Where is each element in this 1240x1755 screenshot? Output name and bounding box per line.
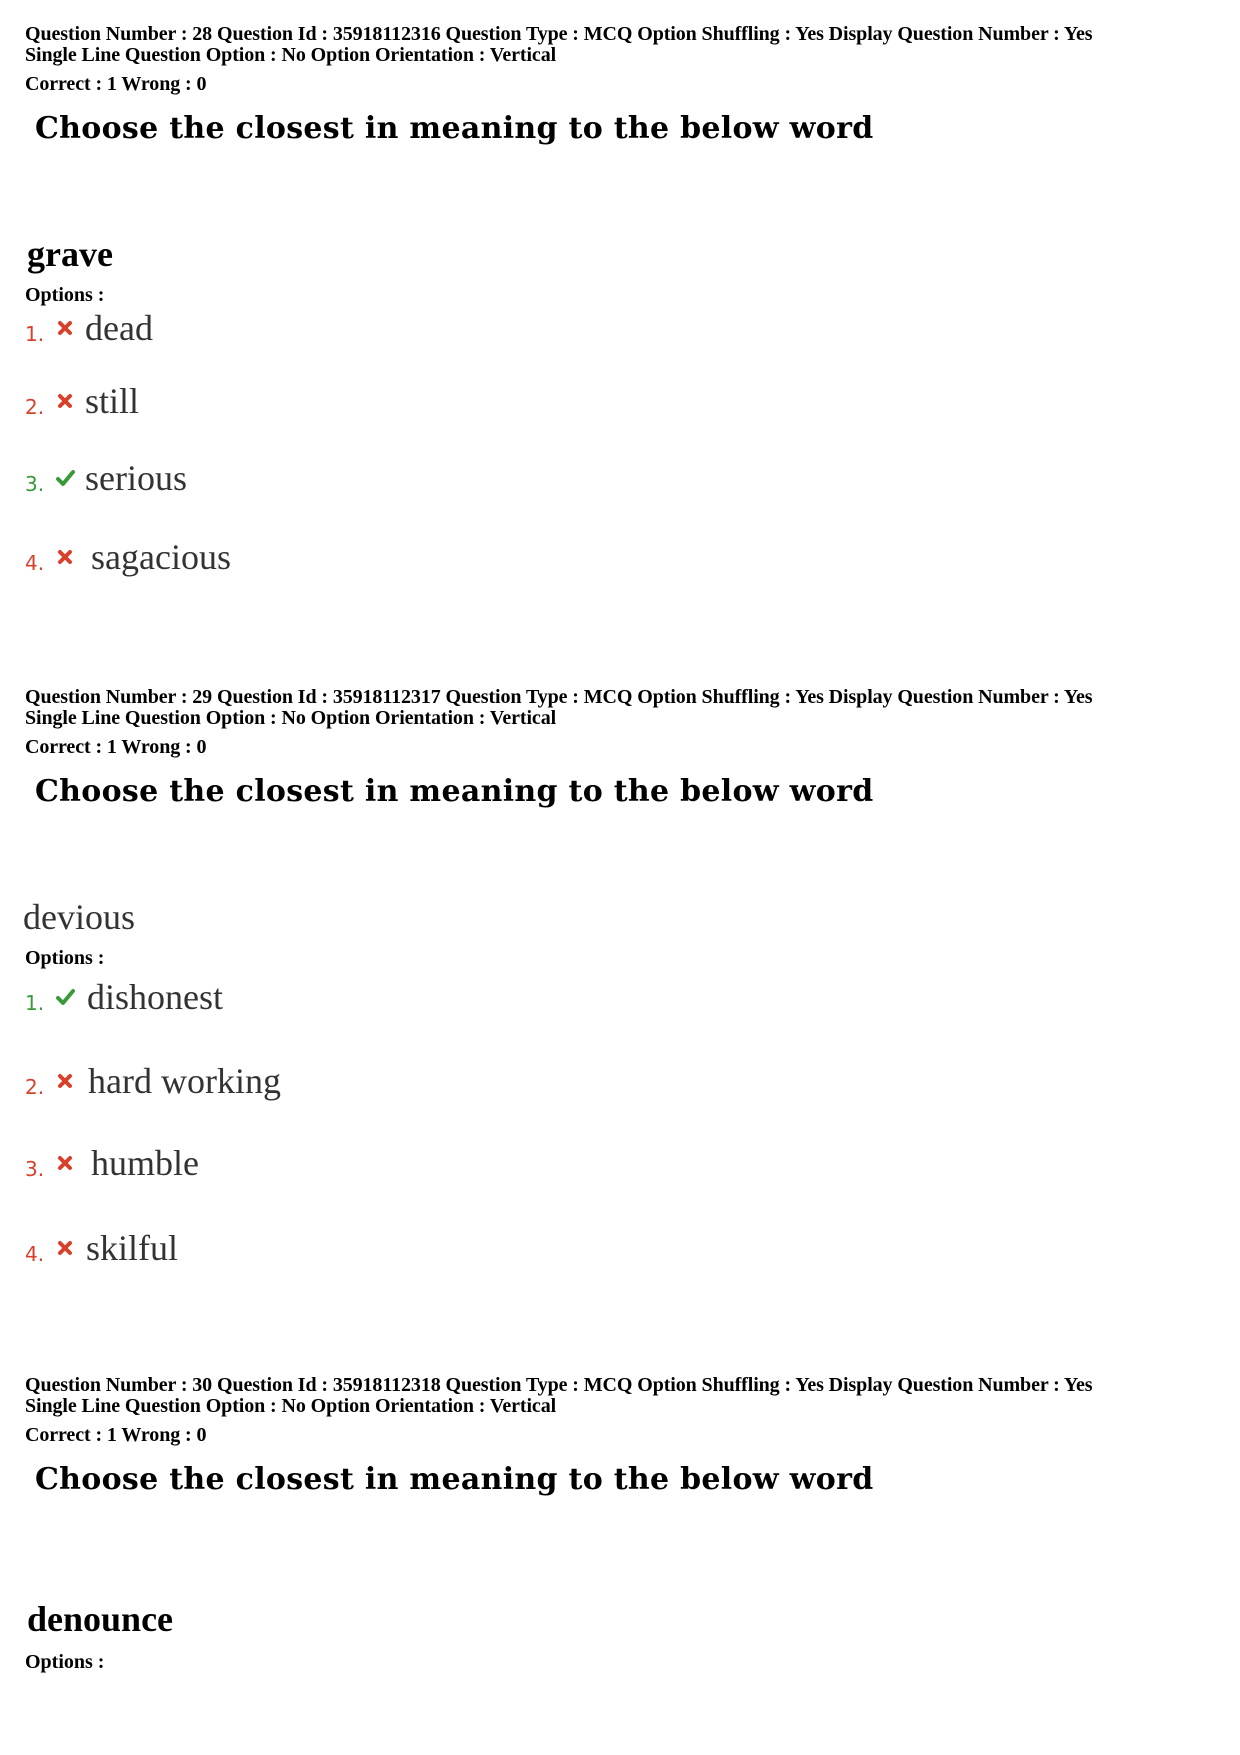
option-4 (25, 537, 625, 577)
option-text: dead (85, 308, 153, 348)
option-number: 3. (25, 472, 45, 496)
option-number: 1. (25, 322, 45, 346)
option-number: 3. (25, 1157, 45, 1181)
option-3 (25, 1143, 625, 1183)
option-2 (25, 381, 625, 421)
question-meta-line2: Single Line Question Option : No Option Orientation : Vertical (25, 1395, 557, 1417)
option-text: serious (85, 458, 187, 498)
option-text: sagacious (91, 537, 231, 577)
question-word: devious (23, 897, 135, 937)
option-text: hard working (88, 1061, 281, 1101)
cross-icon (55, 1238, 75, 1258)
option-text: dishonest (87, 977, 224, 1017)
cross-icon (55, 1071, 75, 1091)
check-icon (55, 987, 75, 1007)
question-prompt: Choose the closest in meaning to the below word (35, 111, 874, 146)
question-30 (25, 1374, 1215, 1673)
question-meta-line3: Correct : 1 Wrong : 0 (25, 1424, 207, 1446)
check-icon (55, 468, 75, 488)
option-number: 2. (25, 1075, 45, 1099)
question-meta-line3: Correct : 1 Wrong : 0 (25, 736, 207, 758)
question-meta-line2: Single Line Question Option : No Option Orientation : Vertical (25, 44, 557, 66)
question-word: grave (27, 234, 113, 274)
option-1 (25, 308, 625, 348)
option-number: 4. (25, 551, 45, 575)
options-label: Options : (25, 1651, 105, 1673)
question-prompt: Choose the closest in meaning to the below word (35, 1462, 874, 1497)
question-28 (25, 23, 1215, 577)
options-label: Options : (25, 284, 105, 306)
options-label: Options : (25, 947, 105, 969)
question-meta-line1: Question Number : 30 Question Id : 35918112318 Question Type : MCQ Option Shuffling : Yes Display Question Number : Yes (25, 1374, 1093, 1396)
option-text: humble (91, 1143, 199, 1183)
cross-icon (55, 1153, 75, 1173)
option-1 (25, 977, 625, 1017)
question-meta-line1: Question Number : 29 Question Id : 35918112317 Question Type : MCQ Option Shuffling : Yes Display Question Number : Yes (25, 686, 1093, 708)
option-3 (25, 458, 625, 498)
option-number: 1. (25, 991, 45, 1015)
option-2 (25, 1061, 625, 1101)
option-number: 2. (25, 395, 45, 419)
cross-icon (55, 391, 75, 411)
option-text: skilful (86, 1228, 179, 1268)
option-number: 4. (25, 1242, 45, 1266)
option-text: still (85, 381, 140, 421)
question-meta-line1: Question Number : 28 Question Id : 35918112316 Question Type : MCQ Option Shuffling : Yes Display Question Number : Yes (25, 23, 1093, 45)
option-4 (25, 1228, 625, 1268)
cross-icon (55, 547, 75, 567)
question-meta-line3: Correct : 1 Wrong : 0 (25, 73, 207, 95)
question-meta-line2: Single Line Question Option : No Option Orientation : Vertical (25, 707, 557, 729)
cross-icon (55, 318, 75, 338)
question-word: denounce (27, 1599, 174, 1639)
question-prompt: Choose the closest in meaning to the below word (35, 774, 874, 809)
question-29 (23, 686, 1215, 1268)
